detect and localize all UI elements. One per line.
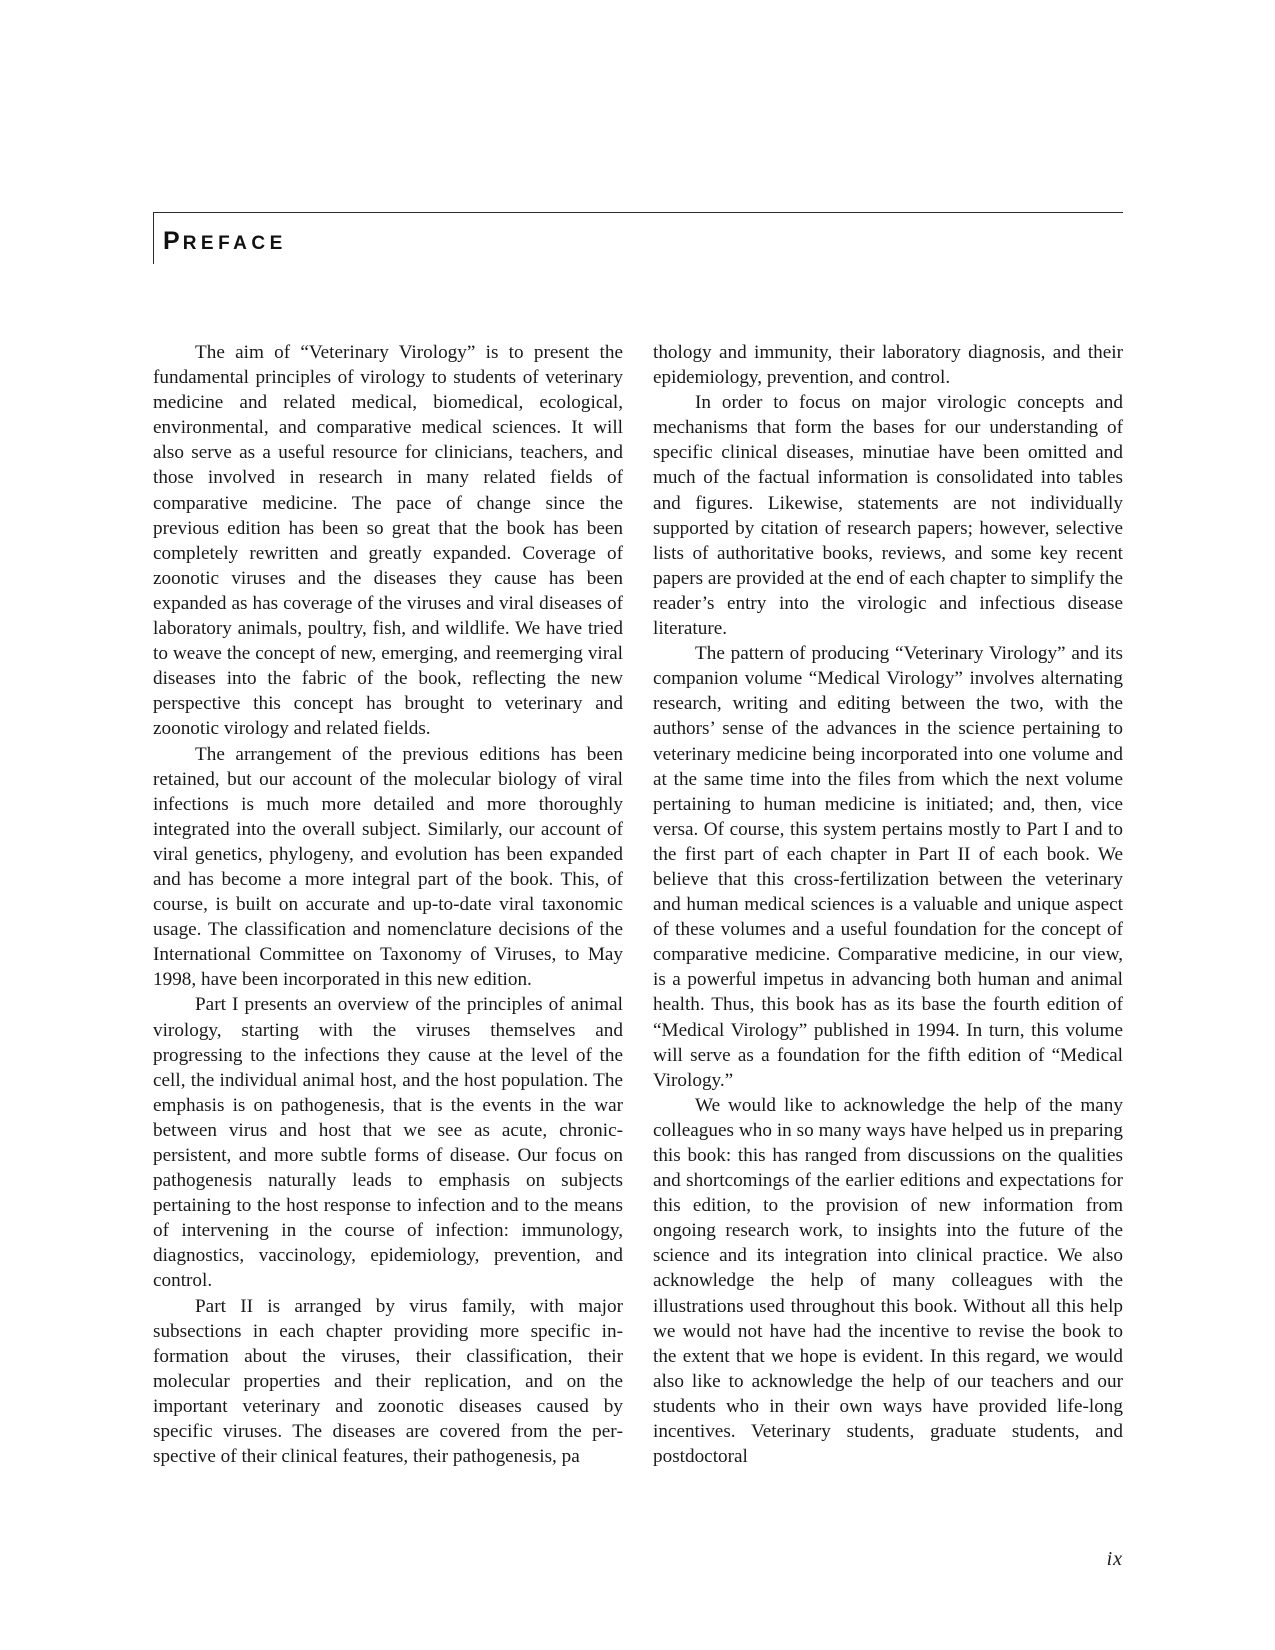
paragraph: Part I presents an overview of the principles of animal virology, starting with the viruses themselves and progressing to the infections they cause at the level of the cell, the individual animal host, and the host population. The emphasis is on pathogenesis, that is the events in the war between virus and host that we see as acute, chronic-persistent, and more subtle forms of disease. Our focus on pathogenesis naturally leads to emphasis on subjects pertaining to the host response to infection and to the means of intervening in the course of infection: immunology, diagnostics, vaccinology, epidemiology, prevention, and control.: [153, 994, 623, 1292]
paragraph: The aim of “Veterinary Virology” is to present the fundamental principles of virology to students of veterinary medicine and related medical, biomedical, ecological, environmental, and comparative medical sciences. It will also serve as a useful resource for clinicians, teachers, and those involved in research in many related fields of comparative medicine. The pace of change since the previous edition has been so great that the book has been completely rewritten and greatly expanded. Coverage of zoonotic viruses and the diseases they cause has been expanded as has coverage of the viruses and viral diseases of laboratory animals, poultry, fish, and wildlife. We have tried to weave the concept of new, emerging, and reemerging viral diseases into the fabric of the book, reflecting the new perspective this concept has brought to veterinary and zoonotic virology and related fields.: [153, 342, 623, 740]
page-title: [163, 226, 287, 259]
right-column: [653, 340, 1123, 1469]
header-rule-tick: [153, 212, 154, 264]
page-number: ix: [1106, 1548, 1123, 1570]
paragraph: Part II is arranged by virus family, with major subsections in each chapter providing more specific information about the viruses, their classification, their molecular properties and their replication, and on the important veterinary and zoonotic diseases caused by specific viruses. The diseases are covered from the perspective of their clinical features, their pathogenesis, pa: [153, 1295, 623, 1468]
header-rule: [153, 212, 1123, 213]
paragraph: We would like to acknowledge the help of the many colleagues who in so many ways have helped us in preparing this book: this has ranged from discussions on the qualities and shortcomings of the earlier editions and expectations for this edition, to the provision of new information from ongoing research work, to insights into the future of the science and its integration into clinical practice. We also acknowledge the help of many colleagues with the illustrations used throughout this book. Without all this help we would not have had the incentive to revise the book to the extent that we hope is evident. In this regard, we would also like to acknowledge the help of our teachers and our students who in their own ways have provided life-long incentives. Veterinary students, graduate students, and postdoctoral: [653, 1094, 1123, 1468]
left-column: [153, 340, 623, 1469]
paragraph: The pattern of producing “Veterinary Virology” and its companion volume “Medical Virology” involves alternating research, writing and editing between the two, with the authors’ sense of the advances in the science pertaining to veterinary medicine being incorporated into one volume and at the same time into the files from which the next volume pertaining to human medicine is initiated; and, then, vice versa. Of course, this system pertains mostly to Part I and to the first part of each chapter in Part II of each book. We believe that this cross-fertilization between the veterinary and human medical sciences is a valuable and unique aspect of these volumes and a useful foundation for the concept of comparative medicine. Comparative medicine, in our view, is a powerful impetus in advancing both human and animal health. Thus, this book has as its base the fourth edition of “Medical Virology” published in 1994. In turn, this volume will serve as a foundation for the fifth edition of “Medical Virology.”: [653, 643, 1123, 1091]
page-title-rest: REFACE: [182, 233, 287, 254]
paragraph: In order to focus on major virologic concepts and mechanisms that form the bases for our understanding of specific clinical diseases, minutiae have been omitted and much of the factual information is consolidated into tables and figures. Likewise, statements are not individually supported by citation of research papers; however, selective lists of authoritative books, reviews, and some key recent papers are provided at the end of each chapter to simplify the reader’s entry into the virologic and infectious disease literature.: [653, 392, 1123, 640]
paragraph-continuation: thology and immunity, their laboratory diagnosis, and their epidemiology, prevention, and control.: [653, 342, 1123, 389]
paragraph: The arrangement of the previous editions has been retained, but our account of the molecular biology of viral infections is much more detailed and more thoroughly integrated into the overall subject. Similarly, our account of viral genetics, phylogeny, and evolution has been expanded and has become a more integral part of the book. This, of course, is built on accurate and up-to-date viral taxonomic usage. The classification and nomenclature decisions of the International Committee on Taxonomy of Viruses, to May 1998, have been incorporated in this new edition.: [153, 743, 623, 991]
page-title-initial: P: [163, 227, 183, 255]
